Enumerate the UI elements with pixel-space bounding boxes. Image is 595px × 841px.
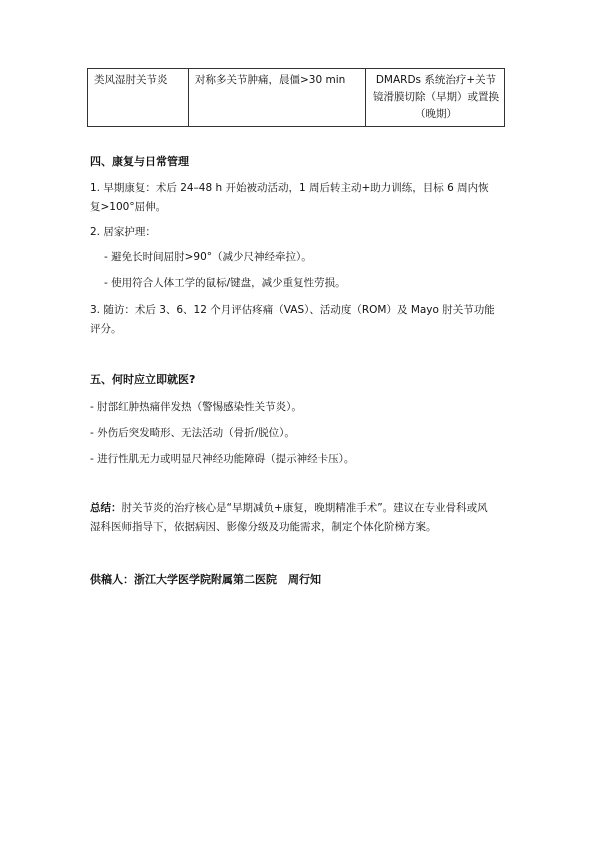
warning-item: - 进行性肌无力或明显尺神经功能障碍（提示神经卡压）。 [90, 453, 355, 465]
rehab-item-1-line2: 复>100°屈伸。 [90, 201, 167, 213]
warning-item: - 肘部红肿热痛伴发热（警惕感染性关节炎）。 [90, 401, 302, 413]
summary-line-1 [90, 500, 488, 516]
treatment-table [87, 68, 505, 127]
rehab-item-1-line1: 1. 早期康复：术后 24–48 h 开始被动活动，1 周后转主动+助力训练，目标 6 周内恢 [90, 182, 489, 194]
table-cell-disease: 类风湿肘关节炎 [88, 69, 189, 127]
contributor: 供稿人：浙江大学医学院附属第二医院 周行知 [90, 573, 321, 586]
rehab-item-3-line2: 评分。 [90, 323, 122, 335]
rehab-item-2-sub-2: - 使用符合人体工学的鼠标/键盘，减少重复性劳损。 [104, 277, 346, 289]
table-cell-treatment [366, 69, 505, 127]
table-cell-features: 对称多关节肿痛，晨僵>30 min [189, 69, 366, 127]
summary-label: 总结： [90, 502, 122, 514]
rehab-item-2: 2. 居家护理： [90, 226, 156, 238]
treatment-line: 镜滑膜切除（早期）或置换 [373, 91, 499, 103]
rehab-item-2-sub-1: - 避免长时间屈肘>90°（减少尺神经牵拉）。 [104, 251, 312, 263]
table-row [88, 69, 505, 127]
summary-line-2: 湿科医师指导下，依据病因、影像分级及功能需求，制定个体化阶梯方案。 [90, 521, 437, 533]
section-heading-rehab: 四、康复与日常管理 [90, 155, 189, 168]
warning-item: - 外伤后突发畸形、无法活动（骨折/脱位）。 [90, 427, 295, 439]
summary-text: 肘关节炎的治疗核心是“早期减负+康复，晚期精准手术”。建议在专业骨科或风 [121, 502, 488, 514]
section-heading-when-to-see-doctor: 五、何时应立即就医? [90, 373, 196, 386]
rehab-item-3-line1: 3. 随访：术后 3、6、12 个月评估疼痛（VAS）、活动度（ROM）及 Mayo 肘关节功能 [90, 304, 495, 316]
treatment-line: DMARDs 系统治疗+关节 [375, 74, 497, 86]
treatment-line: （晚期） [415, 108, 457, 120]
